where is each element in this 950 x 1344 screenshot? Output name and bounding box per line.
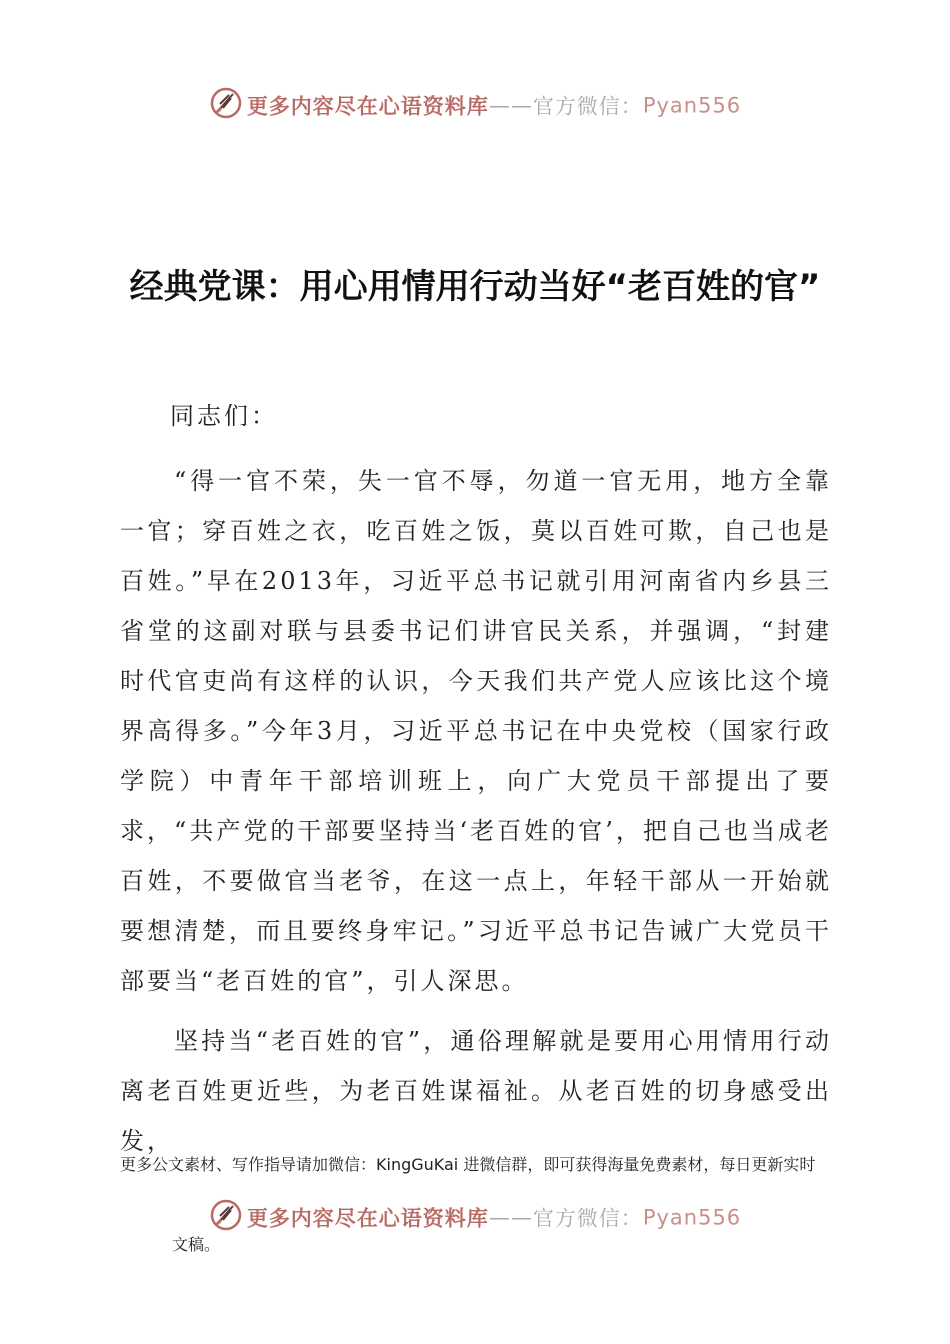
document-title: 经典党课：用心用情用行动当好“老百姓的官”	[129, 267, 821, 307]
footer-note-end: 文稿。	[172, 1235, 221, 1254]
footer-note: 更多公文素材、写作指导请加微信：KingGuKai 进微信群，即可获得海量免费素材，每日更新实时	[120, 1155, 816, 1174]
watermark-official: 官方微信：	[532, 94, 643, 119]
watermark-wechat: Pyan556	[642, 93, 742, 118]
watermark-brand: 更多内容尽在心语资料库	[246, 1206, 489, 1231]
watermark-brand: 更多内容尽在心语资料库	[246, 94, 489, 119]
watermark-wechat: Pyan556	[642, 1205, 742, 1230]
greeting: 同志们：	[170, 402, 278, 430]
watermark-separator: ——	[488, 1205, 533, 1230]
paragraph-2: 坚持当“老百姓的官”，通俗理解就是要用心用情用行动离老百姓更近些，为老百姓谋福祉。从老百姓的切身感受出发，	[120, 1027, 832, 1155]
watermark-separator: ——	[488, 93, 533, 118]
paragraph-1: “得一官不荣，失一官不辱，勿道一官无用，地方全靠一官；穿百姓之衣，吃百姓之饭，莫以百姓可欺，自己也是百姓。”早在2013年，习近平总书记就引用河南省内乡县三省堂的这副对联与县委书记们讲官民关系，并强调，“封建时代官吏尚有这样的认识，今天我们共产党人应该比这个境界高得多。”今年3月，习近平总书记在中央党校（国家行政学院）中青年干部培训班上，向广大党员干部提出了要求，“共产党的干部要坚持当‘老百姓的官’，把自己也当成老百姓，不要做官当老爷，在这一点上，年轻干部从一开始就要想清楚，而且要终身牢记。”习近平总书记告诫广大党员干部要当“老百姓的官”，引人深思。	[120, 467, 832, 995]
watermark-official: 官方微信：	[532, 1206, 643, 1231]
footer-watermark	[0, 1198, 950, 1237]
feather-seal-icon	[209, 86, 243, 125]
header-watermark	[0, 86, 950, 125]
